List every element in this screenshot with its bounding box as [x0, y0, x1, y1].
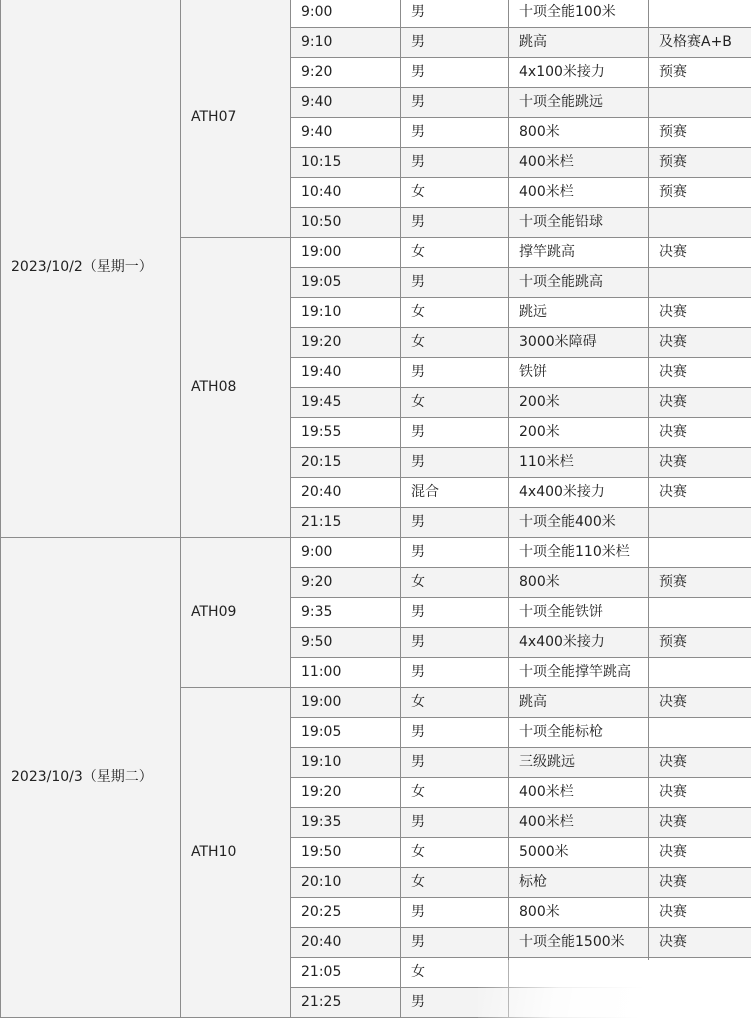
- event-cell: 撑竿跳高: [509, 238, 649, 268]
- gender-cell: 男: [401, 358, 509, 388]
- event-cell: 跳远: [509, 298, 649, 328]
- time-cell: 19:10: [291, 748, 401, 778]
- gender-cell: 女: [401, 328, 509, 358]
- gender-cell: 女: [401, 568, 509, 598]
- event-cell: 400米栏: [509, 808, 649, 838]
- time-cell: 19:45: [291, 388, 401, 418]
- round-cell: 预赛: [649, 568, 751, 598]
- event-cell: 十项全能铅球: [509, 208, 649, 238]
- round-cell: 决赛: [649, 778, 751, 808]
- event-cell: 800米: [509, 118, 649, 148]
- session-code-cell: ATH10: [181, 688, 291, 1018]
- time-cell: 9:40: [291, 118, 401, 148]
- time-cell: 21:05: [291, 958, 401, 988]
- event-cell: 200米: [509, 418, 649, 448]
- gender-cell: 女: [401, 178, 509, 208]
- table-row: [1, 538, 751, 568]
- time-cell: 19:20: [291, 328, 401, 358]
- event-cell: 4x400米接力: [509, 628, 649, 658]
- time-cell: 20:10: [291, 868, 401, 898]
- time-cell: 19:05: [291, 718, 401, 748]
- time-cell: 19:00: [291, 688, 401, 718]
- time-cell: 19:05: [291, 268, 401, 298]
- gender-cell: 混合: [401, 478, 509, 508]
- round-cell: 决赛: [649, 448, 751, 478]
- gender-cell: 男: [401, 418, 509, 448]
- event-cell: 十项全能110米栏: [509, 538, 649, 568]
- round-cell: 决赛: [649, 388, 751, 418]
- round-cell: 预赛: [649, 148, 751, 178]
- round-cell: [649, 718, 751, 748]
- event-cell: 400米栏: [509, 178, 649, 208]
- round-cell: 决赛: [649, 328, 751, 358]
- round-cell: [649, 538, 751, 568]
- event-cell: 110米栏: [509, 448, 649, 478]
- time-cell: 19:20: [291, 778, 401, 808]
- gender-cell: 女: [401, 838, 509, 868]
- event-cell: 200米: [509, 388, 649, 418]
- gender-cell: 女: [401, 238, 509, 268]
- event-cell: 铁饼: [509, 358, 649, 388]
- event-cell: 标枪: [509, 868, 649, 898]
- event-cell: 跳高: [509, 28, 649, 58]
- time-cell: 19:00: [291, 238, 401, 268]
- round-cell: 决赛: [649, 748, 751, 778]
- time-cell: 10:40: [291, 178, 401, 208]
- gender-cell: 男: [401, 658, 509, 688]
- round-cell: 及格赛A+B: [649, 28, 751, 58]
- table-row: [1, 0, 751, 28]
- event-cell: [509, 958, 649, 988]
- event-cell: 十项全能标枪: [509, 718, 649, 748]
- gender-cell: 女: [401, 958, 509, 988]
- time-cell: 9:35: [291, 598, 401, 628]
- event-cell: 4x400米接力: [509, 478, 649, 508]
- gender-cell: 男: [401, 508, 509, 538]
- round-cell: [649, 268, 751, 298]
- time-cell: 9:20: [291, 58, 401, 88]
- event-cell: 十项全能跳高: [509, 268, 649, 298]
- gender-cell: 男: [401, 748, 509, 778]
- time-cell: 19:50: [291, 838, 401, 868]
- gender-cell: 男: [401, 628, 509, 658]
- round-cell: [649, 658, 751, 688]
- gender-cell: 男: [401, 988, 509, 1018]
- time-cell: 9:20: [291, 568, 401, 598]
- event-cell: 400米栏: [509, 778, 649, 808]
- event-cell: 800米: [509, 568, 649, 598]
- time-cell: 19:55: [291, 418, 401, 448]
- time-cell: 19:35: [291, 808, 401, 838]
- round-cell: [649, 958, 751, 988]
- round-cell: [649, 988, 751, 1018]
- round-cell: [649, 88, 751, 118]
- gender-cell: 女: [401, 388, 509, 418]
- gender-cell: 女: [401, 298, 509, 328]
- event-cell: 3000米障碍: [509, 328, 649, 358]
- round-cell: 决赛: [649, 418, 751, 448]
- gender-cell: 男: [401, 808, 509, 838]
- time-cell: 9:10: [291, 28, 401, 58]
- round-cell: [649, 598, 751, 628]
- time-cell: 9:40: [291, 88, 401, 118]
- event-cell: 十项全能撑竿跳高: [509, 658, 649, 688]
- event-cell: 十项全能400米: [509, 508, 649, 538]
- time-cell: 20:40: [291, 928, 401, 958]
- gender-cell: 男: [401, 928, 509, 958]
- event-cell: 十项全能100米: [509, 0, 649, 28]
- time-cell: 9:50: [291, 628, 401, 658]
- event-cell: 4x100米接力: [509, 58, 649, 88]
- time-cell: 19:40: [291, 358, 401, 388]
- gender-cell: 男: [401, 148, 509, 178]
- round-cell: [649, 0, 751, 28]
- time-cell: 20:15: [291, 448, 401, 478]
- round-cell: 决赛: [649, 868, 751, 898]
- round-cell: 决赛: [649, 838, 751, 868]
- gender-cell: 男: [401, 88, 509, 118]
- round-cell: [649, 208, 751, 238]
- time-cell: 21:15: [291, 508, 401, 538]
- gender-cell: 男: [401, 448, 509, 478]
- event-cell: 5000米: [509, 838, 649, 868]
- round-cell: 预赛: [649, 178, 751, 208]
- round-cell: 决赛: [649, 298, 751, 328]
- time-cell: 10:50: [291, 208, 401, 238]
- time-cell: 20:25: [291, 898, 401, 928]
- event-cell: [509, 988, 649, 1018]
- time-cell: 10:15: [291, 148, 401, 178]
- date-cell: 2023/10/2（星期一）: [1, 0, 181, 538]
- gender-cell: 男: [401, 118, 509, 148]
- time-cell: 21:25: [291, 988, 401, 1018]
- time-cell: 9:00: [291, 0, 401, 28]
- round-cell: [649, 508, 751, 538]
- event-cell: 十项全能1500米: [509, 928, 649, 958]
- round-cell: 预赛: [649, 58, 751, 88]
- round-cell: 决赛: [649, 358, 751, 388]
- gender-cell: 男: [401, 28, 509, 58]
- round-cell: 决赛: [649, 928, 751, 958]
- round-cell: 决赛: [649, 808, 751, 838]
- event-cell: 400米栏: [509, 148, 649, 178]
- event-cell: 跳高: [509, 688, 649, 718]
- date-cell: 2023/10/3（星期二）: [1, 538, 181, 1018]
- event-cell: 三级跳远: [509, 748, 649, 778]
- session-code-cell: ATH07: [181, 0, 291, 238]
- gender-cell: 男: [401, 0, 509, 28]
- event-cell: 800米: [509, 898, 649, 928]
- gender-cell: 女: [401, 868, 509, 898]
- round-cell: 预赛: [649, 628, 751, 658]
- gender-cell: 男: [401, 598, 509, 628]
- round-cell: 决赛: [649, 688, 751, 718]
- session-code-cell: ATH09: [181, 538, 291, 688]
- gender-cell: 男: [401, 898, 509, 928]
- time-cell: 11:00: [291, 658, 401, 688]
- gender-cell: 男: [401, 268, 509, 298]
- gender-cell: 男: [401, 538, 509, 568]
- gender-cell: 男: [401, 718, 509, 748]
- time-cell: 20:40: [291, 478, 401, 508]
- round-cell: 预赛: [649, 118, 751, 148]
- session-code-cell: ATH08: [181, 238, 291, 538]
- gender-cell: 男: [401, 208, 509, 238]
- round-cell: 决赛: [649, 898, 751, 928]
- round-cell: 决赛: [649, 238, 751, 268]
- time-cell: 9:00: [291, 538, 401, 568]
- gender-cell: 女: [401, 778, 509, 808]
- round-cell: 决赛: [649, 478, 751, 508]
- event-cell: 十项全能铁饼: [509, 598, 649, 628]
- event-cell: 十项全能跳远: [509, 88, 649, 118]
- gender-cell: 女: [401, 688, 509, 718]
- time-cell: 19:10: [291, 298, 401, 328]
- gender-cell: 男: [401, 58, 509, 88]
